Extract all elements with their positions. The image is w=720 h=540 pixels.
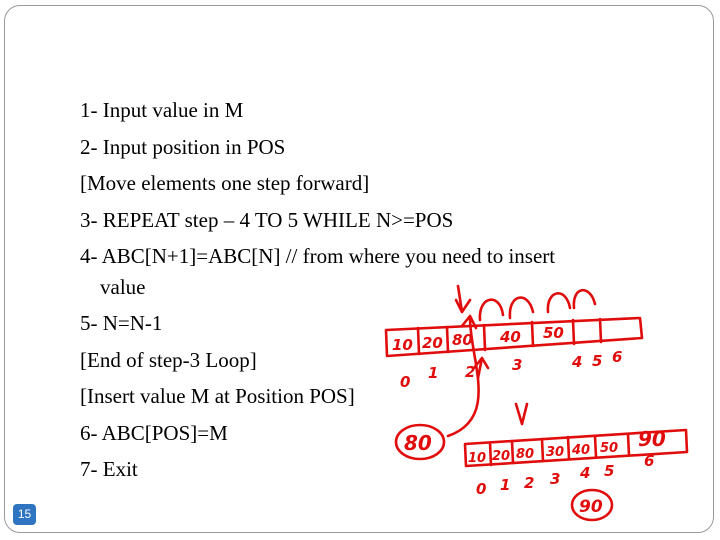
array-before-cell: 80 [452, 331, 473, 349]
index-before: 5 [592, 352, 603, 370]
array-after-cell: 90 [638, 427, 666, 451]
step-line-1: 1- Input value in M [80, 98, 244, 122]
array-after-cell: 30 [546, 445, 565, 460]
array-after-cell: 10 [468, 451, 487, 466]
index-after: 6 [644, 452, 655, 470]
step-line-7: 7- Exit [80, 457, 138, 481]
array-after-cell: 80 [516, 447, 535, 462]
array-after-cell: 20 [492, 449, 511, 464]
index-after: 4 [580, 464, 591, 482]
step-line-6: 6- ABC[POS]=M [80, 420, 228, 445]
index-after: 0 [476, 480, 487, 498]
step-line-3: 3- REPEAT step – 4 TO 5 WHILE N>=POS [80, 207, 454, 232]
index-before: 4 [572, 353, 583, 371]
comment-line-move: [Move elements one step forward] [80, 171, 370, 195]
array-after-cell: 40 [572, 443, 591, 458]
circled-value-text: 90 [579, 497, 603, 517]
array-before-cell: 40 [500, 328, 521, 346]
index-after: 5 [604, 462, 615, 480]
step-line-4-continuation: value [100, 274, 146, 299]
index-after: 1 [500, 476, 511, 494]
slide-number-badge: 15 [13, 504, 36, 525]
slide-body-text [80, 92, 700, 488]
index-before: 3 [512, 356, 523, 374]
index-after: 3 [550, 470, 561, 488]
index-before: 0 [400, 373, 411, 391]
array-before-cell: 20 [422, 334, 443, 352]
array-before-cell: 50 [543, 324, 564, 342]
index-before: 2 [465, 363, 476, 381]
step-line-2: 2- Input position in POS [80, 134, 286, 159]
index-before: 1 [428, 364, 439, 382]
circled-value-text: 80 [404, 431, 432, 455]
comment-line-end-loop: [End of step-3 Loop] [80, 347, 257, 372]
comment-line-insert: [Insert value M at Position POS] [80, 384, 355, 408]
index-before: 6 [612, 348, 623, 366]
step-line-5: 5- N=N-1 [80, 311, 163, 335]
index-after: 2 [524, 474, 535, 492]
array-after-cell: 50 [600, 441, 619, 456]
array-before-cell: 10 [392, 336, 413, 354]
step-line-4: 4- ABC[N+1]=ABC[N] // from where you need to insert [80, 244, 556, 268]
